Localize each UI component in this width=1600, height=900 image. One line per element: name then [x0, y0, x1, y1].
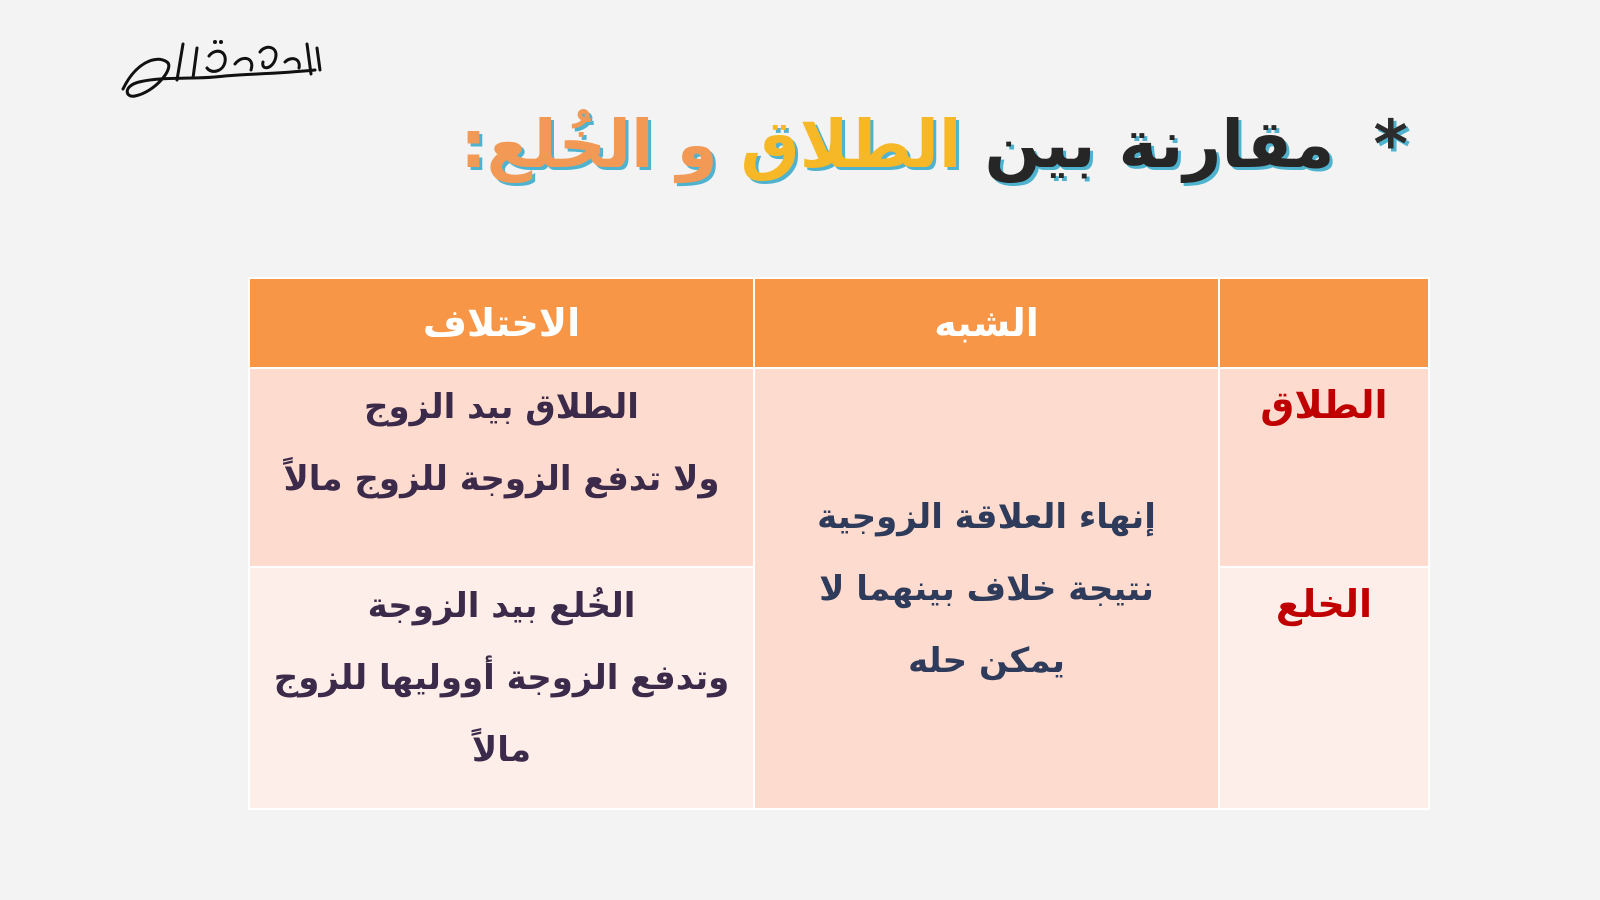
difference-khula-line-1: الخُلع بيد الزوجة: [367, 586, 636, 626]
row-label-talaq: الطلاق: [1219, 368, 1429, 567]
title-part-and: و: [676, 106, 718, 183]
similarity-line-2: نتيجة خلاف بينهما لا: [819, 568, 1154, 609]
difference-talaq-line-1: الطلاق بيد الزوج: [364, 387, 639, 427]
comparison-table: [248, 277, 1430, 810]
header-empty-cell: [1219, 278, 1429, 368]
similarity-cell: [754, 368, 1219, 809]
header-difference: الاختلاف: [249, 278, 754, 368]
title-star: *: [1373, 106, 1408, 183]
table-row-talaq: [249, 368, 1429, 567]
similarity-line-1: إنهاء العلاقة الزوجية: [817, 496, 1156, 537]
table-header-row: [249, 278, 1429, 368]
title-part-khula: الخُلع:: [460, 106, 654, 183]
title-part-talaq: الطلاق: [740, 106, 962, 183]
similarity-line-3: يمكن حله: [908, 640, 1065, 681]
row-label-khula: الخلع: [1219, 567, 1429, 809]
difference-cell-talaq: [249, 368, 754, 567]
difference-khula-line-3: مالاً: [471, 730, 532, 770]
page-title: [460, 106, 1408, 183]
signature-graphic: [115, 34, 330, 104]
title-part-comparison: مقارنة بين: [984, 106, 1335, 183]
signature-logo: [115, 34, 330, 104]
difference-cell-khula: [249, 567, 754, 809]
header-similarity: الشبه: [754, 278, 1219, 368]
difference-khula-line-2: وتدفع الزوجة أووليها للزوج: [273, 658, 730, 698]
difference-talaq-line-2: ولا تدفع الزوجة للزوج مالاً: [283, 459, 720, 499]
